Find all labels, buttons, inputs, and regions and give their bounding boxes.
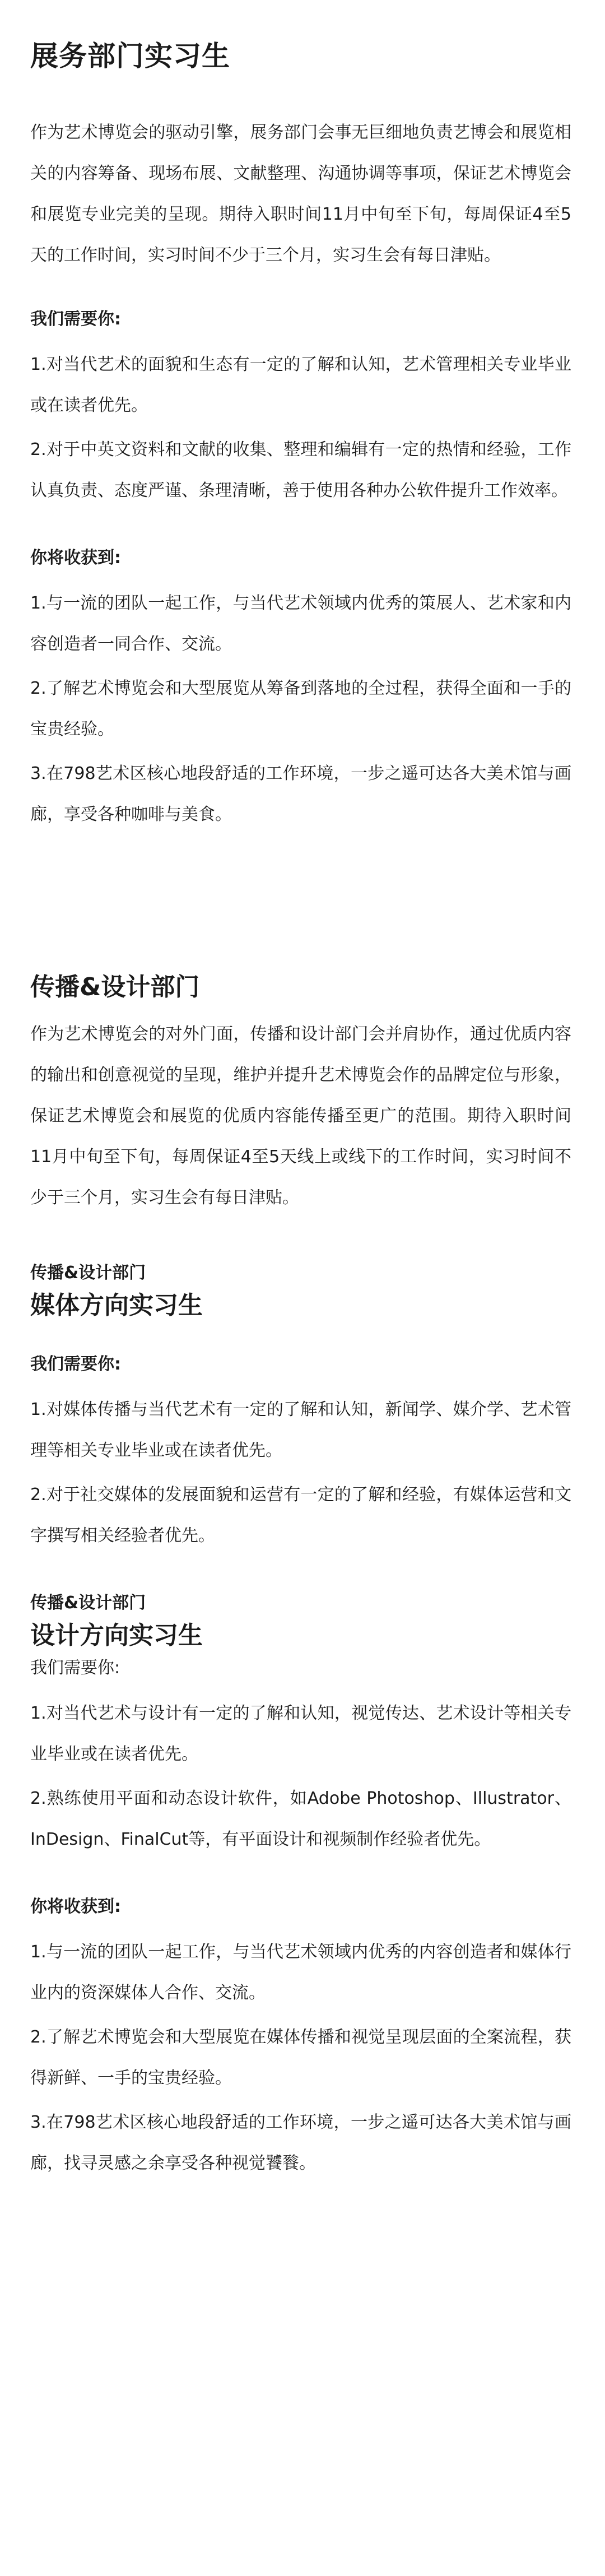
list-item: 3.在798艺术区核心地段舒适的工作环境，一步之遥可达各大美术馆与画廊，找寻灵感之余享受各种视觉饕餮。 <box>30 2113 571 2174</box>
list-item: 2.对于中英文资料和文献的收集、整理和编辑有一定的热情和经验，工作认真负责、态度严谨、条理清晰，善于使用各种办公软件提升工作效率。 <box>30 440 571 500</box>
needs-heading: 我们需要你: <box>30 1658 120 1678</box>
section-title-design-intern: 设计方向实习生 <box>30 1621 203 1650</box>
needs-list <box>30 344 571 511</box>
gains-heading: 你将收获到: <box>30 1897 121 1917</box>
needs-heading: 我们需要你: <box>30 309 121 329</box>
needs-list <box>30 1693 571 1860</box>
needs-heading: 我们需要你: <box>30 1354 121 1374</box>
section-title-media-intern: 媒体方向实习生 <box>30 1291 203 1320</box>
exhibition-dept-intro: 作为艺术博览会的驱动引擎，展务部门会事无巨细地负责艺博会和展览相关的内容筹备、现场布展、文献整理、沟通协调等事项，保证艺术博览会和展览专业完美的呈现。期待入职时间11月中旬至下旬，每周保证4至5天的工作时间，实习时间不少于三个月，实习生会有每日津贴。 <box>30 123 571 265</box>
list-item: 2.了解艺术博览会和大型展览在媒体传播和视觉呈现层面的全案流程，获得新鲜、一手的宝贵经验。 <box>30 2027 571 2088</box>
list-item: 1.对当代艺术的面貌和生态有一定的了解和认知，艺术管理相关专业毕业或在读者优先。 <box>30 355 571 415</box>
needs-list <box>30 1389 571 1556</box>
list-item: 1.对当代艺术与设计有一定的了解和认知，视觉传达、艺术设计等相关专业毕业或在读者优先。 <box>30 1704 571 1765</box>
list-item: 2.对于社交媒体的发展面貌和运营有一定的了解和经验，有媒体运营和文字撰写相关经验者优先。 <box>30 1484 571 1545</box>
list-item: 3.在798艺术区核心地段舒适的工作环境，一步之遥可达各大美术馆与画廊，享受各种咖啡与美食。 <box>30 764 571 824</box>
section-title-comms-design: 传播&设计部门 <box>30 973 200 1001</box>
list-item: 1.与一流的团队一起工作，与当代艺术领域内优秀的策展人、艺术家和内容创造者一同合作、交流。 <box>30 593 571 654</box>
list-item: 2.了解艺术博览会和大型展览从筹备到落地的全过程，获得全面和一手的宝贵经验。 <box>30 679 571 739</box>
list-item: 2.熟练使用平面和动态设计软件，如Adobe Photoshop、Illustrator、InDesign、FinalCut等，有平面设计和视频制作经验者优先。 <box>30 1789 571 1850</box>
gains-list <box>30 583 571 835</box>
section-kicker: 传播&设计部门 <box>30 1593 146 1613</box>
section-kicker: 传播&设计部门 <box>30 1263 146 1283</box>
gains-list <box>30 1932 571 2184</box>
section-title-exhibition-intern: 展务部门实习生 <box>30 40 230 72</box>
gains-heading: 你将收获到: <box>30 548 121 568</box>
list-item: 1.对媒体传播与当代艺术有一定的了解和认知，新闻学、媒介学、艺术管理等相关专业毕业或在读者优先。 <box>30 1399 571 1460</box>
comms-design-dept-intro: 作为艺术博览会的对外门面，传播和设计部门会并肩协作，通过优质内容的输出和创意视觉的呈现，维护并提升艺术博览会作的品牌定位与形象，保证艺术博览会和展览的优质内容能传播至更广的范围。期待入职时间11月中旬至下旬，每周保证4至5天线上或线下的工作时间，实习时间不少于三个月，实习生会有每日津贴。 <box>30 1024 571 1208</box>
list-item: 1.与一流的团队一起工作，与当代艺术领域内优秀的内容创造者和媒体行业内的资深媒体人合作、交流。 <box>30 1942 571 2003</box>
